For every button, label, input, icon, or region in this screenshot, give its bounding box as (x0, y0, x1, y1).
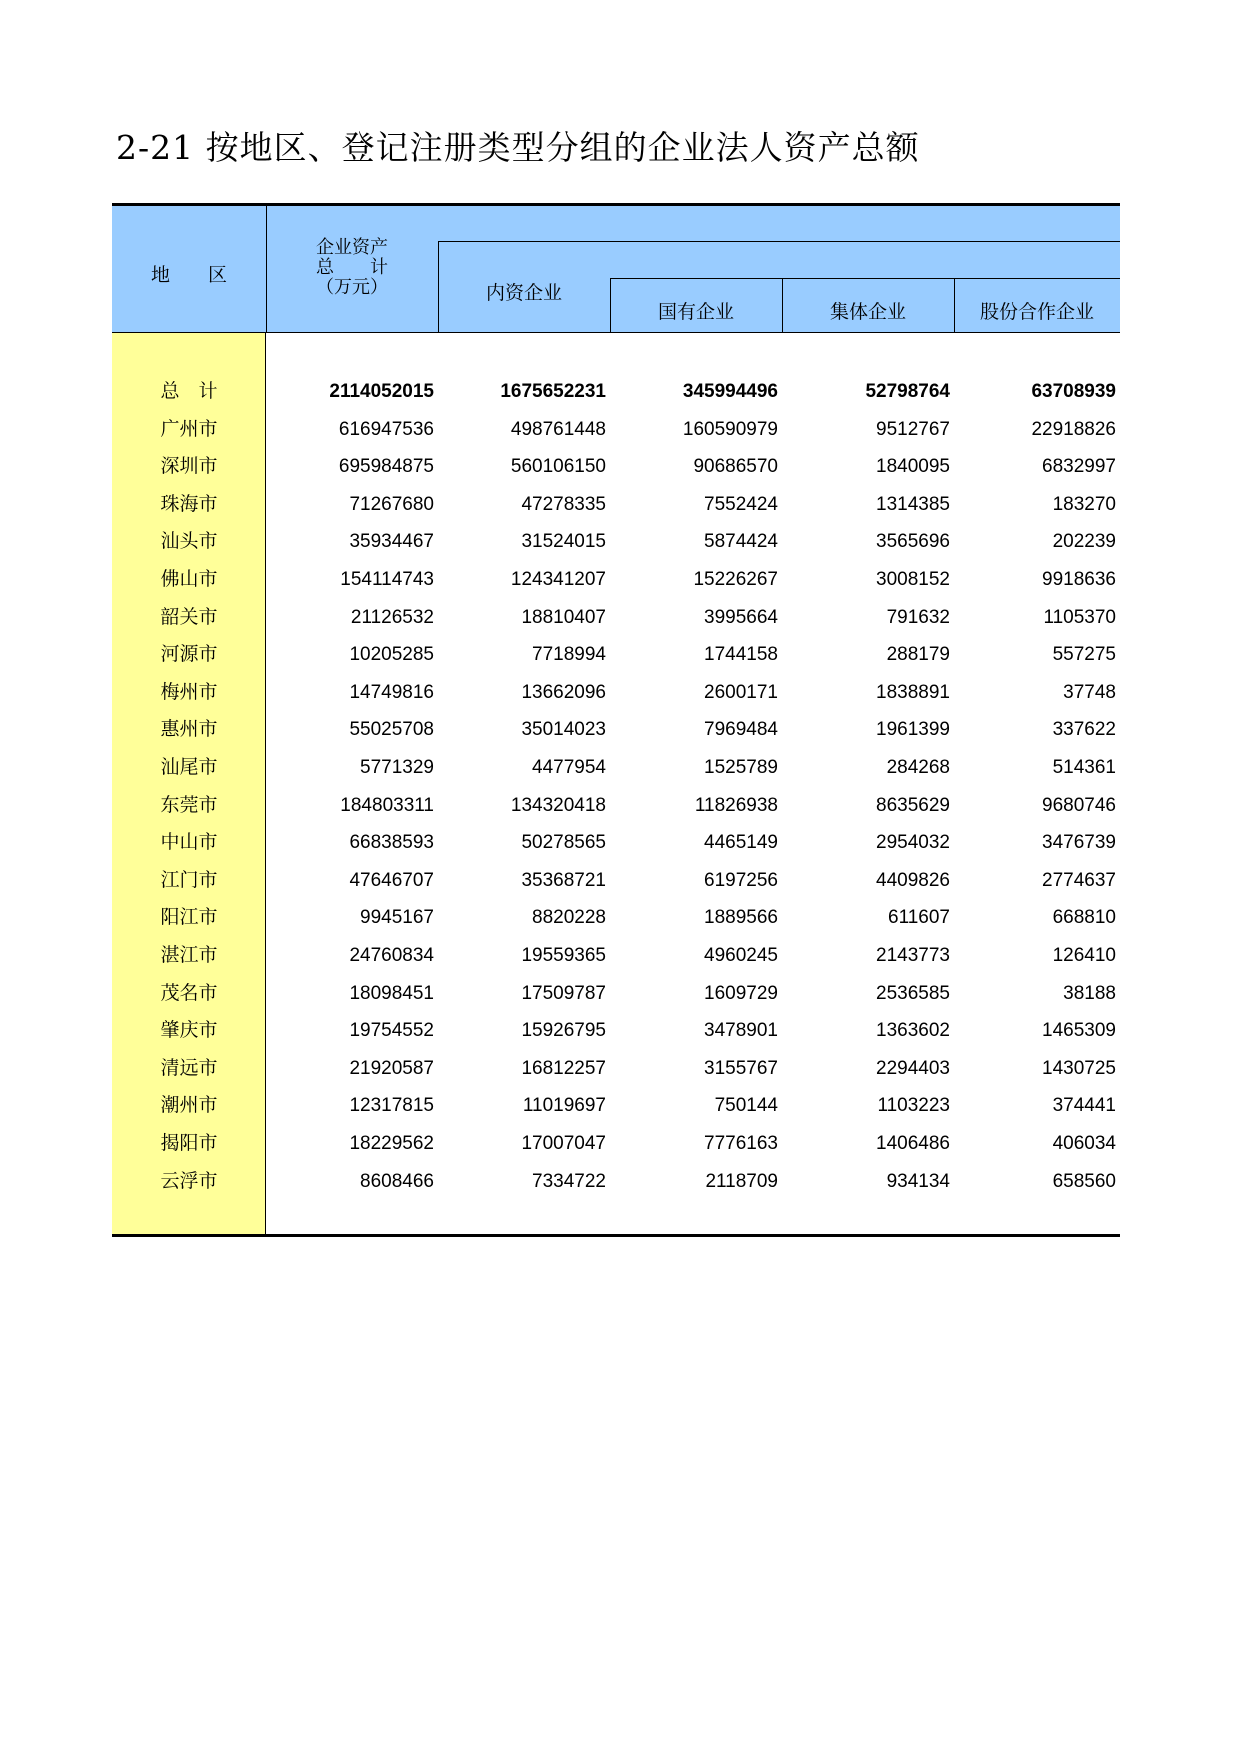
table-row (112, 711, 1120, 749)
table-row (112, 523, 1120, 561)
cell-domestic: 11019697 (522, 1095, 606, 1117)
cell-joint-stock: 514361 (1052, 757, 1116, 778)
cell-total: 616947536 (338, 418, 434, 440)
table-header (112, 203, 1120, 333)
cell-collective: 4409826 (876, 869, 950, 891)
cell-state-owned: 7969484 (704, 719, 778, 741)
cell-region: 中山市 (160, 831, 218, 854)
table-row (112, 674, 1120, 712)
cell-state-owned: 1889566 (704, 907, 778, 929)
cell-joint-stock: 1430725 (1042, 1057, 1116, 1079)
cell-total: 18098451 (349, 982, 434, 1004)
cell-domestic: 134320418 (510, 794, 606, 816)
cell-collective: 1363602 (876, 1020, 950, 1042)
cell-region: 汕头市 (160, 530, 218, 553)
cell-collective: 611607 (888, 907, 950, 929)
cell-domestic: 15926795 (521, 1020, 606, 1042)
cell-domestic: 1675652231 (500, 381, 606, 402)
cell-joint-stock: 38188 (1063, 982, 1116, 1004)
cell-state-owned: 1744158 (704, 644, 778, 666)
cell-region: 肇庆市 (160, 1019, 218, 1042)
cell-domestic: 124341207 (510, 569, 606, 590)
cell-collective: 2954032 (876, 832, 950, 854)
header-state-owned: 国有企业 (657, 301, 734, 323)
cell-collective: 8635629 (876, 794, 950, 816)
cell-joint-stock: 406034 (1052, 1133, 1116, 1154)
cell-collective: 9512767 (876, 418, 950, 440)
table-row (112, 411, 1120, 449)
cell-joint-stock: 202239 (1052, 531, 1116, 553)
table-row (112, 1012, 1120, 1050)
cell-total: 19754552 (349, 1020, 434, 1042)
cell-region: 梅州市 (160, 680, 218, 703)
cell-state-owned: 7776163 (704, 1133, 778, 1154)
cell-region: 广州市 (160, 417, 218, 440)
cell-joint-stock: 557275 (1052, 644, 1116, 666)
bottom-rule (112, 1234, 1120, 1237)
cell-region: 湛江市 (160, 944, 218, 966)
cell-collective: 1103223 (877, 1095, 950, 1117)
cell-joint-stock: 63708939 (1031, 381, 1116, 402)
cell-collective: 3565696 (876, 531, 950, 553)
cell-total: 55025708 (349, 719, 434, 741)
cell-total: 12317815 (349, 1095, 434, 1117)
cell-region: 东莞市 (160, 793, 218, 816)
cell-collective: 284268 (886, 757, 950, 778)
cell-joint-stock: 3476739 (1042, 832, 1116, 854)
cell-joint-stock: 1105370 (1043, 606, 1116, 628)
cell-region: 河源市 (160, 643, 218, 666)
cell-collective: 2143773 (876, 945, 950, 966)
table-row (112, 486, 1120, 524)
cell-joint-stock: 337622 (1052, 719, 1116, 741)
cell-domestic: 31524015 (521, 531, 606, 553)
cell-joint-stock: 9680746 (1042, 794, 1116, 816)
cell-state-owned: 7552424 (704, 493, 778, 515)
cell-collective: 1840095 (876, 456, 950, 478)
cell-joint-stock: 374441 (1052, 1095, 1116, 1117)
cell-total: 21920587 (349, 1057, 434, 1079)
cell-domestic: 19559365 (521, 945, 606, 966)
cell-joint-stock: 37748 (1063, 681, 1116, 703)
header-total-line3: （万元） (316, 277, 388, 298)
cell-domestic: 17509787 (521, 982, 606, 1004)
cell-total: 35934467 (349, 531, 434, 553)
cell-collective: 288179 (886, 644, 950, 666)
cell-state-owned: 2600171 (704, 681, 778, 703)
cell-domestic: 18810407 (521, 606, 606, 628)
cell-region: 江门市 (160, 868, 218, 891)
cell-domestic: 35014023 (521, 719, 606, 741)
header-domestic: 内资企业 (485, 282, 562, 304)
cell-region: 佛山市 (160, 568, 218, 590)
table-row (112, 749, 1120, 787)
table-row (112, 1050, 1120, 1088)
cell-domestic: 16812257 (521, 1057, 606, 1079)
cell-total: 154114743 (340, 569, 434, 590)
table-row (112, 561, 1120, 599)
cell-state-owned: 6197256 (704, 869, 778, 891)
cell-state-owned: 345994496 (682, 381, 778, 402)
cell-region: 茂名市 (160, 981, 218, 1004)
cell-region: 珠海市 (160, 492, 218, 515)
header-region: 地 区 (150, 264, 227, 286)
header-total-line2: 总 计 (316, 257, 388, 278)
table-row (112, 448, 1120, 486)
cell-total: 695984875 (338, 456, 434, 478)
cell-region: 云浮市 (160, 1169, 218, 1192)
cell-collective: 1961399 (876, 719, 950, 741)
table-row (112, 636, 1120, 674)
cell-joint-stock: 2774637 (1042, 869, 1116, 891)
cell-joint-stock: 183270 (1052, 493, 1116, 515)
cell-domestic: 498761448 (510, 418, 606, 440)
table-row (112, 899, 1120, 937)
cell-collective: 2294403 (876, 1057, 950, 1079)
cell-total: 14749816 (349, 681, 434, 703)
header-total-line1: 企业资产 (316, 237, 388, 258)
cell-state-owned: 4465149 (704, 832, 778, 854)
cell-region: 阳江市 (160, 906, 218, 929)
cell-joint-stock: 658560 (1052, 1170, 1116, 1192)
cell-total: 8608466 (360, 1170, 434, 1192)
cell-total: 71267680 (349, 493, 434, 515)
cell-state-owned: 1525789 (704, 757, 778, 778)
cell-joint-stock: 22918826 (1031, 418, 1116, 440)
cell-region: 清远市 (160, 1056, 218, 1079)
header-joint-stock: 股份合作企业 (979, 301, 1094, 323)
cell-state-owned: 15226267 (693, 569, 778, 590)
cell-region: 韶关市 (160, 605, 218, 628)
table-row (112, 937, 1120, 975)
cell-state-owned: 5874424 (704, 531, 778, 553)
cell-total: 18229562 (349, 1133, 434, 1154)
table-row (112, 862, 1120, 900)
cell-domestic: 50278565 (521, 832, 606, 854)
cell-domestic: 7718994 (532, 644, 606, 666)
cell-collective: 2536585 (876, 982, 950, 1004)
table-row (112, 787, 1120, 825)
table-row (112, 1087, 1120, 1125)
cell-joint-stock: 9918636 (1042, 569, 1116, 590)
cell-domestic: 35368721 (521, 869, 606, 891)
cell-total: 10205285 (349, 644, 434, 666)
cell-state-owned: 160590979 (682, 418, 778, 440)
cell-region: 揭阳市 (160, 1132, 218, 1154)
cell-total: 21126532 (350, 606, 434, 628)
cell-state-owned: 750144 (714, 1095, 778, 1117)
cell-region: 惠州市 (160, 718, 218, 741)
cell-collective: 791632 (886, 606, 950, 628)
cell-total: 2114052015 (329, 381, 434, 402)
cell-state-owned: 1609729 (704, 982, 778, 1004)
header-collective: 集体企业 (829, 301, 906, 323)
table-row (112, 824, 1120, 862)
cell-joint-stock: 6832997 (1042, 456, 1116, 478)
cell-state-owned: 4960245 (704, 945, 778, 966)
cell-region: 汕尾市 (160, 756, 218, 778)
cell-total: 184803311 (340, 794, 434, 816)
cell-collective: 934134 (886, 1170, 950, 1192)
cell-state-owned: 3478901 (704, 1020, 778, 1042)
cell-collective: 1838891 (876, 681, 950, 703)
cell-domestic: 47278335 (521, 493, 606, 515)
cell-collective: 1406486 (876, 1133, 950, 1154)
cell-domestic: 560106150 (510, 456, 606, 478)
cell-collective: 52798764 (865, 381, 950, 402)
cell-state-owned: 3155767 (704, 1057, 778, 1079)
cell-domestic: 13662096 (521, 681, 606, 703)
cell-joint-stock: 668810 (1052, 907, 1116, 929)
cell-domestic: 8820228 (532, 907, 606, 929)
table-row-total (112, 373, 1120, 411)
cell-total: 47646707 (349, 869, 434, 891)
cell-state-owned: 2118709 (705, 1170, 778, 1192)
cell-state-owned: 3995664 (704, 606, 778, 628)
cell-state-owned: 90686570 (693, 456, 778, 478)
cell-domestic: 7334722 (532, 1170, 606, 1192)
cell-joint-stock: 126410 (1052, 945, 1116, 966)
cell-total: 5771329 (360, 757, 434, 778)
table-row (112, 975, 1120, 1013)
table-row (112, 599, 1120, 637)
cell-state-owned: 11826938 (694, 794, 778, 816)
asset-table (112, 203, 1120, 1237)
cell-domestic: 17007047 (521, 1133, 606, 1154)
table-row (112, 1163, 1120, 1201)
cell-collective: 3008152 (876, 569, 950, 590)
cell-collective: 1314385 (876, 493, 950, 515)
cell-total: 24760834 (349, 945, 434, 966)
cell-region: 深圳市 (160, 455, 218, 478)
cell-domestic: 4477954 (532, 757, 606, 778)
cell-total: 66838593 (349, 832, 434, 854)
cell-region: 总 计 (160, 380, 218, 402)
cell-region: 潮州市 (160, 1094, 218, 1117)
cell-total: 9945167 (360, 907, 434, 929)
cell-joint-stock: 1465309 (1042, 1020, 1116, 1042)
table-row (112, 1125, 1120, 1163)
page-title: 2-21 按地区、登记注册类型分组的企业法人资产总额 (116, 128, 920, 167)
